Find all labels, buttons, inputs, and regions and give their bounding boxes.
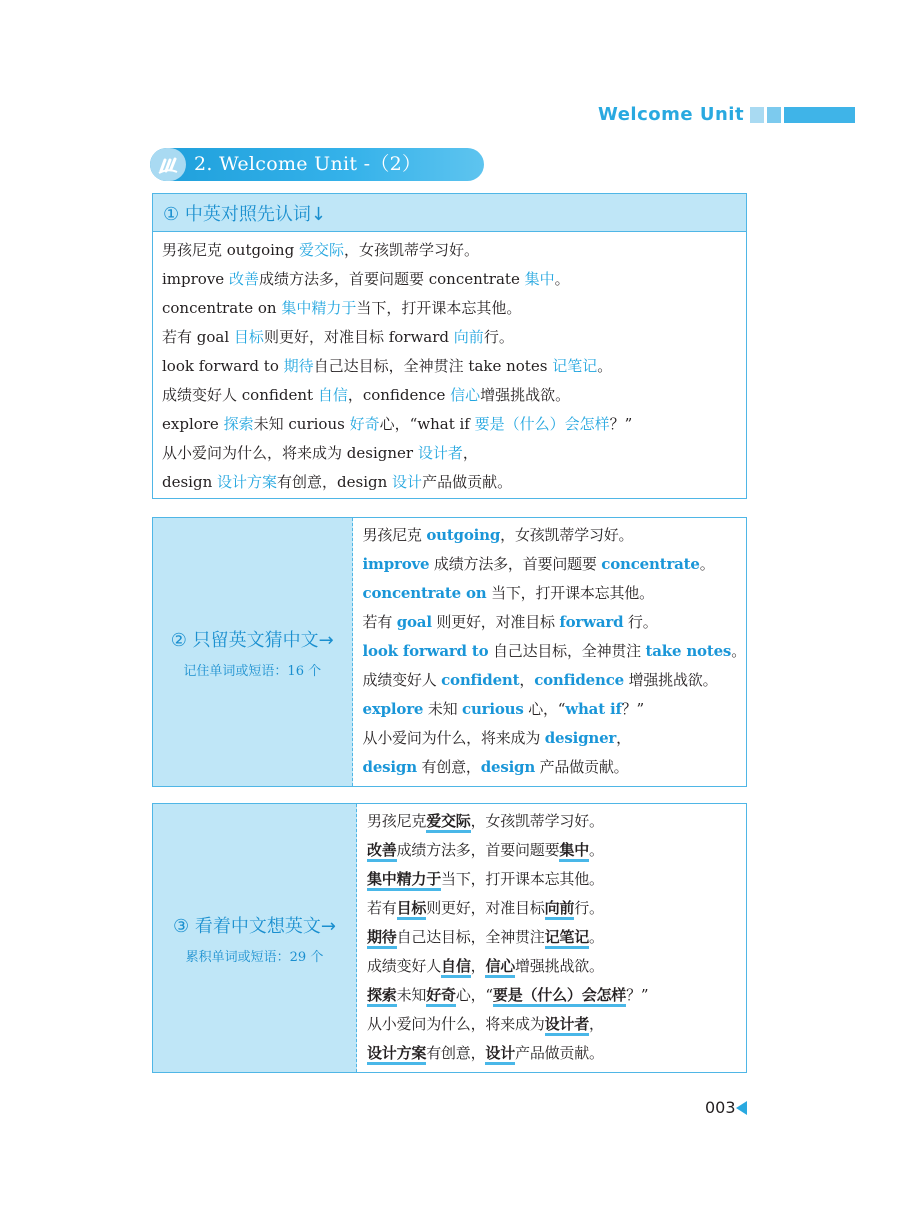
line-text: 自己达目标，全神贯注 take notes	[313, 357, 553, 375]
line-text: 行。	[574, 899, 604, 917]
chinese-keyword: 设计方案	[367, 1044, 426, 1065]
line-text: 男孩尼克 outgoing	[162, 241, 299, 259]
line-text: 。	[554, 270, 570, 288]
line-text: 成绩方法多，首要问题要	[429, 555, 602, 573]
chinese-keyword: 改善	[367, 841, 397, 862]
line-text: 成绩方法多，首要问题要	[396, 841, 560, 859]
line-text: 成绩变好人 confident	[162, 386, 318, 404]
line-text: 从小爱问为什么，将来成为	[367, 1015, 545, 1033]
chinese-meaning: 集中	[524, 270, 555, 288]
english-only-box	[152, 517, 747, 787]
line-text: ，	[462, 444, 478, 462]
text-line	[162, 352, 746, 381]
text-line	[367, 836, 746, 865]
line-text: 则更好，对准目标	[431, 613, 560, 631]
line-text: 当下，打开课本忘其他。	[441, 870, 604, 888]
text-line	[367, 981, 746, 1010]
line-text: 成绩方法多，首要问题要 concentrate	[258, 270, 525, 288]
line-text: 心，“	[523, 700, 566, 718]
line-list	[153, 232, 746, 497]
english-keyword: outgoing	[426, 526, 501, 544]
english-keyword: goal	[396, 613, 432, 631]
line-text: 从小爱问为什么，将来成为	[362, 729, 545, 747]
pen-icon	[150, 148, 186, 181]
text-line	[367, 1039, 746, 1068]
line-text: 男孩尼克	[362, 526, 427, 544]
chinese-meaning: 设计	[392, 473, 423, 491]
chinese-keyword: 自信	[441, 957, 471, 978]
line-text: ？”	[626, 986, 649, 1004]
line-text: 未知	[423, 700, 463, 718]
line-text: 成绩变好人	[367, 957, 442, 975]
line-text: 有创意，design	[277, 473, 393, 491]
text-line	[363, 695, 746, 724]
text-line	[367, 865, 746, 894]
text-line	[162, 236, 746, 265]
unit-title: Welcome Unit	[598, 104, 745, 125]
line-text: 有创意，	[416, 758, 481, 776]
line-text: 产品做贡献。	[535, 758, 629, 776]
english-keyword: what if	[565, 700, 622, 718]
line-list	[357, 804, 746, 1072]
text-line	[363, 724, 746, 753]
text-line	[363, 637, 746, 666]
line-text: ，	[519, 671, 535, 689]
english-keyword: designer	[544, 729, 617, 747]
chinese-meaning: 设计方案	[217, 473, 278, 491]
chinese-meaning: 目标	[233, 328, 264, 346]
line-text: ，confidence	[347, 386, 451, 404]
line-text: 自己达目标，全神贯注	[396, 928, 545, 946]
line-list	[353, 518, 746, 786]
chinese-keyword: 向前	[545, 899, 575, 920]
chinese-meaning: 期待	[283, 357, 314, 375]
box-label-panel	[153, 804, 357, 1072]
line-text: 。	[731, 642, 746, 660]
box-label-panel	[153, 518, 353, 786]
text-line	[363, 608, 746, 637]
line-text: 自己达目标，全神贯注	[488, 642, 646, 660]
chinese-meaning: 自信	[317, 386, 348, 404]
chinese-meaning: 探索	[223, 415, 254, 433]
chinese-only-box	[152, 803, 747, 1073]
text-line	[363, 521, 746, 550]
line-text: 若有	[362, 613, 397, 631]
english-keyword: explore	[362, 700, 424, 718]
page-arrow-icon	[736, 1101, 747, 1115]
section-title: 2. Welcome Unit -（2）	[194, 153, 422, 175]
text-line	[162, 323, 746, 352]
line-text: 若有	[367, 899, 397, 917]
word-list-box	[152, 193, 747, 499]
chinese-keyword: 好奇	[426, 986, 456, 1007]
text-line	[162, 410, 746, 439]
line-text: ？”	[621, 700, 644, 718]
word-count: 记住单词或短语：16 个	[183, 663, 322, 679]
line-text: 心，“	[455, 986, 493, 1004]
text-line	[367, 894, 746, 923]
chinese-meaning: 记笔记	[552, 357, 598, 375]
chinese-meaning: 改善	[228, 270, 259, 288]
line-text: 男孩尼克	[367, 812, 427, 830]
line-text: 当下，打开课本忘其他。	[486, 584, 654, 602]
chinese-keyword: 探索	[367, 986, 397, 1007]
line-text: 增强挑战欲。	[480, 386, 571, 404]
english-keyword: design	[480, 758, 536, 776]
chinese-keyword: 记笔记	[545, 928, 589, 949]
line-text: improve	[162, 270, 229, 288]
chinese-meaning: 信心	[450, 386, 481, 404]
text-line	[363, 753, 746, 782]
chinese-keyword: 目标	[397, 899, 427, 920]
text-line	[363, 550, 746, 579]
line-text: ，	[616, 729, 631, 747]
chinese-keyword: 集中精力于	[367, 870, 441, 891]
box-heading: ③ 看着中文想英文→	[173, 915, 336, 937]
text-line	[162, 439, 746, 468]
line-text: 成绩变好人	[362, 671, 442, 689]
line-text: design	[162, 473, 218, 491]
line-text: 增强挑战欲。	[624, 671, 718, 689]
line-text: ，	[470, 957, 486, 975]
line-text: look forward to	[162, 357, 284, 375]
line-text: ？”	[609, 415, 633, 433]
line-text: 增强挑战欲。	[515, 957, 604, 975]
english-keyword: confidence	[534, 671, 624, 689]
line-text: 未知	[396, 986, 427, 1004]
line-text: 行。	[483, 328, 514, 346]
line-text: ，	[589, 1015, 604, 1033]
header-square	[767, 107, 781, 123]
chinese-keyword: 信心	[485, 957, 515, 978]
english-keyword: concentrate on	[362, 584, 487, 602]
text-line	[367, 923, 746, 952]
english-keyword: take notes	[645, 642, 732, 660]
chinese-keyword: 要是（什么）会怎样	[493, 986, 626, 1007]
english-keyword: design	[362, 758, 417, 776]
text-line	[363, 579, 746, 608]
english-keyword: curious	[462, 700, 524, 718]
chinese-meaning: 集中精力于	[281, 299, 357, 317]
english-keyword: concentrate	[601, 555, 700, 573]
line-text: ，女孩凯蒂学习好。	[470, 812, 604, 830]
english-keyword: forward	[559, 613, 624, 631]
word-count: 累积单词或短语：29 个	[185, 949, 324, 965]
box-header	[153, 194, 746, 232]
line-text: 行。	[623, 613, 658, 631]
english-keyword: confident	[441, 671, 520, 689]
chinese-keyword: 设计者	[545, 1015, 589, 1036]
line-text: 。	[597, 357, 613, 375]
english-keyword: look forward to	[362, 642, 489, 660]
header-square	[750, 107, 764, 123]
line-text: explore	[162, 415, 224, 433]
line-text: 产品做贡献。	[422, 473, 513, 491]
text-line	[363, 666, 746, 695]
line-text: 若有 goal	[162, 328, 234, 346]
chinese-keyword: 集中	[559, 841, 589, 862]
text-line	[367, 807, 746, 836]
chinese-meaning: 向前	[453, 328, 484, 346]
chinese-meaning: 要是（什么）会怎样	[474, 415, 610, 433]
line-text: 则更好，对准目标	[426, 899, 545, 917]
chinese-keyword: 期待	[367, 928, 397, 949]
section-title-pill	[150, 148, 484, 181]
chinese-meaning: 设计者	[417, 444, 463, 462]
text-line	[162, 294, 746, 323]
header-bar	[784, 107, 855, 123]
page-number: 003	[705, 1098, 736, 1117]
line-text: 。	[699, 555, 715, 573]
line-text: 。	[589, 928, 604, 946]
text-line	[367, 1010, 746, 1039]
line-text: 则更好，对准目标 forward	[263, 328, 454, 346]
text-line	[162, 468, 746, 497]
box-heading: ② 只留英文猜中文→	[170, 629, 334, 651]
line-text: 心，“what if	[379, 415, 475, 433]
line-text: 。	[589, 841, 604, 859]
line-text: 产品做贡献。	[515, 1044, 604, 1062]
line-text: concentrate on	[162, 299, 282, 317]
chinese-keyword: 爱交际	[426, 812, 470, 833]
line-text: 未知 curious	[253, 415, 350, 433]
text-line	[367, 952, 746, 981]
line-text: ，女孩凯蒂学习好。	[500, 526, 634, 544]
chinese-meaning: 好奇	[349, 415, 380, 433]
line-text: ，女孩凯蒂学习好。	[343, 241, 479, 259]
text-line	[162, 265, 746, 294]
box-heading: ① 中英对照先认词↓	[163, 203, 326, 225]
text-line	[162, 381, 746, 410]
chinese-meaning: 爱交际	[298, 241, 344, 259]
english-keyword: improve	[362, 555, 430, 573]
line-text: 有创意，	[426, 1044, 486, 1062]
chinese-keyword: 设计	[485, 1044, 515, 1065]
line-text: 从小爱问为什么，将来成为 designer	[162, 444, 418, 462]
line-text: 当下，打开课本忘其他。	[356, 299, 522, 317]
